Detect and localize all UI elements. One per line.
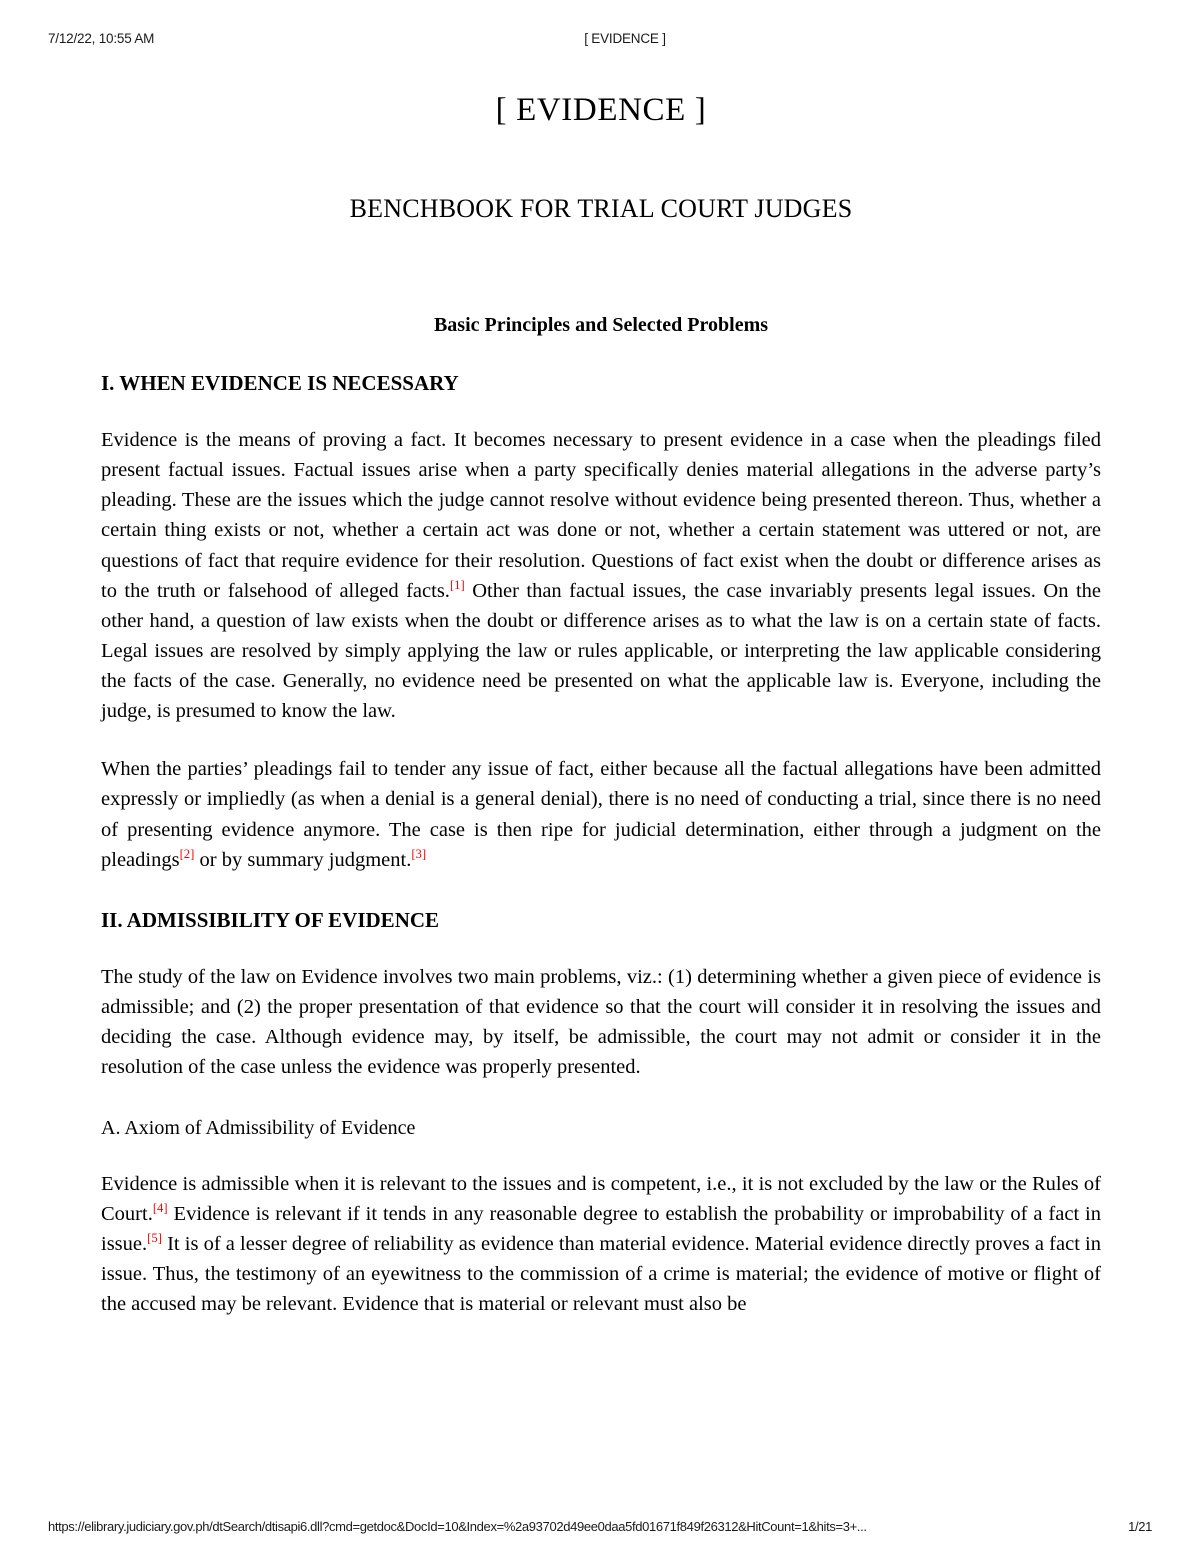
print-header (48, 28, 1152, 48)
paragraph-text: or by summary judgment. (194, 848, 412, 871)
print-footer (48, 1517, 1152, 1535)
footnote-ref-4[interactable]: [4] (152, 1200, 168, 1215)
paragraph-text: Other than factual issues, the case invariably presents legal issues. On the other hand, a question of law exists when the doubt or difference arises as to what the law is on a certain state of facts. Legal issues are resolved by simply applying the law or rules applicable, or interpreting the law applicable considering the facts of the case. Generally, no evidence need be presented on what the applicable law is. Everyone, including the judge, is presumed to know the law. (101, 579, 1101, 723)
document-title: [ EVIDENCE ] (495, 92, 707, 128)
paragraph-clip-container (101, 1141, 1101, 1320)
print-footer-page-number: 1/21 (1128, 1518, 1152, 1534)
document-tagline: Basic Principles and Selected Problems (433, 313, 769, 336)
subsection-heading-a: A. Axiom of Admissibility of Evidence (101, 1116, 416, 1139)
section-heading-1: I. WHEN EVIDENCE IS NECESSARY (101, 370, 459, 395)
print-header-title-text: [ EVIDENCE ] (584, 30, 666, 46)
print-footer-url: https://elibrary.judiciary.gov.ph/dtSearch/dtisapi6.dll?cmd=getdoc&DocId=10&Index=%2a93702d49ee0daa5fd01671f849f26312&HitCount=1&hits=3+... (48, 1518, 867, 1534)
document-content (101, 90, 1101, 1319)
paragraph-text: When the parties’ pleadings fail to tender any issue of fact, either because all the factual allegations have been admitted expressly or impliedly (as when a denial is a general denial), there is no need of conducting a trial, since there is no need of presenting evidence anymore. The case is then ripe for judicial determination, either through a judgment on the pleadings (101, 758, 1101, 871)
print-header-title (48, 31, 1152, 46)
section-heading-2: II. ADMISSIBILITY OF EVIDENCE (101, 907, 440, 932)
footnote-ref-2[interactable]: [2] (179, 846, 195, 861)
paragraph (101, 1141, 1101, 1320)
paragraph-text: It is of a lesser degree of reliability as evidence than material evidence. Material evidence directly proves a fact in issue. Thus, the testimony of an eyewitness to the commission of a crime is material; the evidence of motive or flight of the accused may be relevant. Evidence that is material or relevant must also be (101, 1232, 1101, 1316)
footnote-ref-3[interactable]: [3] (411, 846, 427, 861)
paragraph-text: Evidence is the means of proving a fact. It becomes necessary to present evidence in a case when the pleadings filed present factual issues. Factual issues arise when a party specifically denies material allegations in the adverse party’s pleading. These are the issues which the judge cannot resolve without evidence being presented thereon. Thus, whether a certain thing exists or not, whether a certain act was done or not, whether a certain statement was uttered or not, are questions of fact that require evidence for their resolution. Questions of fact exist when the doubt or difference arises as to the truth or falsehood of alleged facts. (101, 429, 1101, 602)
footnote-ref-5[interactable]: [5] (147, 1231, 162, 1246)
document-subtitle: BENCHBOOK FOR TRIAL COURT JUDGES (349, 194, 853, 224)
paragraph (101, 726, 1101, 875)
paragraph-text: The study of the law on Evidence involves two main problems, viz.: (1) determining whether a given piece of evidence is admissible; and (2) the proper presentation of that evidence so that the court will consider it in resolving the issues and deciding the case. Although evidence may, by itself, be admissible, the court may not admit or consider it in the resolution of the case unless the evidence was properly presented. (101, 966, 1101, 1079)
paragraph-text: Evidence is relevant if it tends in any reasonable degree to establish the probability or improbability of a fact in issue. (101, 1202, 1101, 1255)
paragraph (101, 397, 1101, 726)
paragraph-text: Evidence is admissible when it is relevant to the issues and is competent, i.e., it is not excluded by the law or the Rules of Court. (101, 1172, 1101, 1225)
print-header-datetime: 7/12/22, 10:55 AM (48, 30, 155, 46)
paragraph (101, 934, 1101, 1083)
footnote-ref-1[interactable]: [1] (449, 577, 465, 592)
